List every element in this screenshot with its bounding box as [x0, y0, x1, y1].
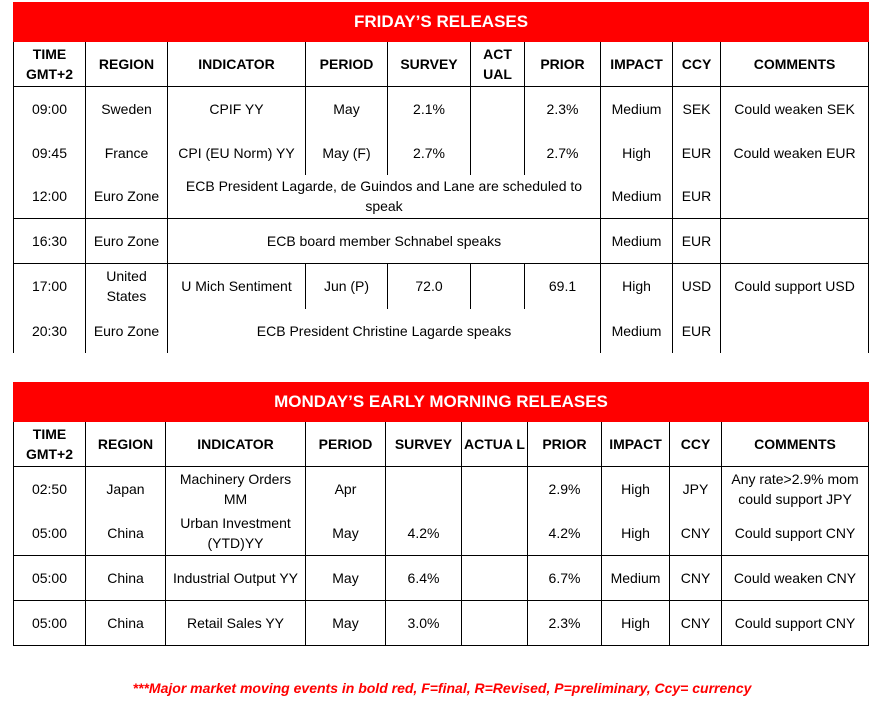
- cell-prior: 6.7%: [528, 556, 602, 601]
- cell-indicator: Urban Investment (YTD)YY: [166, 512, 306, 556]
- cell-time: 09:00: [14, 87, 86, 131]
- cell-indicator: ECB President Christine Lagarde speaks: [168, 309, 601, 353]
- col-actual: ACT UAL: [471, 42, 525, 87]
- cell-actual: [462, 556, 528, 601]
- cell-impact: Medium: [601, 309, 673, 353]
- cell-indicator: Industrial Output YY: [166, 556, 306, 601]
- cell-period: May (F): [306, 131, 388, 175]
- cell-region: China: [86, 556, 166, 601]
- cell-prior: 2.3%: [528, 601, 602, 646]
- cell-region: United States: [86, 264, 168, 309]
- cell-period: May: [306, 601, 386, 646]
- col-actual: ACTUA L: [462, 422, 528, 467]
- cell-ccy: CNY: [670, 512, 722, 556]
- col-region: REGION: [86, 42, 168, 87]
- cell-region: Euro Zone: [86, 219, 168, 264]
- fridays-releases-table: [13, 2, 869, 353]
- col-survey: SURVEY: [388, 42, 471, 87]
- cell-period: Apr: [306, 467, 386, 512]
- table-row: [14, 601, 869, 646]
- cell-prior: 69.1: [525, 264, 601, 309]
- cell-period: May: [306, 512, 386, 556]
- cell-time: 05:00: [14, 556, 86, 601]
- cell-prior: 2.9%: [528, 467, 602, 512]
- col-period: PERIOD: [306, 42, 388, 87]
- cell-actual: [462, 512, 528, 556]
- cell-comments: [721, 175, 869, 219]
- col-period: PERIOD: [306, 422, 386, 467]
- col-prior: PRIOR: [528, 422, 602, 467]
- cell-comments: Could weaken SEK: [721, 87, 869, 131]
- cell-comments: Could support CNY: [722, 512, 869, 556]
- col-time: TIME GMT+2: [14, 42, 86, 87]
- cell-indicator: ECB President Lagarde, de Guindos and Lane are scheduled to speak: [168, 175, 601, 219]
- cell-ccy: JPY: [670, 467, 722, 512]
- cell-survey: 4.2%: [386, 512, 462, 556]
- cell-time: 12:00: [14, 175, 86, 219]
- cell-actual: [471, 131, 525, 175]
- cell-region: France: [86, 131, 168, 175]
- table-row: [14, 264, 869, 309]
- cell-indicator: CPI (EU Norm) YY: [168, 131, 306, 175]
- cell-time: 09:45: [14, 131, 86, 175]
- cell-region: Euro Zone: [86, 175, 168, 219]
- cell-indicator: U Mich Sentiment: [168, 264, 306, 309]
- cell-ccy: EUR: [673, 131, 721, 175]
- cell-time: 02:50: [14, 467, 86, 512]
- cell-comments: Could weaken EUR: [721, 131, 869, 175]
- cell-impact: High: [602, 512, 670, 556]
- cell-prior: 2.3%: [525, 87, 601, 131]
- cell-time: 17:00: [14, 264, 86, 309]
- cell-survey: 3.0%: [386, 601, 462, 646]
- table-row: [14, 467, 869, 512]
- cell-impact: High: [601, 264, 673, 309]
- cell-impact: High: [602, 601, 670, 646]
- cell-survey: 2.1%: [388, 87, 471, 131]
- cell-impact: High: [601, 131, 673, 175]
- cell-region: China: [86, 601, 166, 646]
- cell-ccy: USD: [673, 264, 721, 309]
- cell-comments: [721, 309, 869, 353]
- cell-prior: 2.7%: [525, 131, 601, 175]
- mondays-releases-table: [13, 382, 869, 646]
- cell-ccy: EUR: [673, 219, 721, 264]
- cell-region: Japan: [86, 467, 166, 512]
- col-ccy: CCY: [670, 422, 722, 467]
- cell-region: Euro Zone: [86, 309, 168, 353]
- cell-actual: [471, 87, 525, 131]
- cell-ccy: SEK: [673, 87, 721, 131]
- table-row: [14, 219, 869, 264]
- mondays-releases-title: MONDAY’S EARLY MORNING RELEASES: [14, 383, 869, 422]
- cell-survey: 6.4%: [386, 556, 462, 601]
- cell-comments: Could support CNY: [722, 601, 869, 646]
- cell-period: Jun (P): [306, 264, 388, 309]
- table-row: [14, 175, 869, 219]
- cell-comments: Any rate>2.9% mom could support JPY: [722, 467, 869, 512]
- cell-time: 16:30: [14, 219, 86, 264]
- cell-ccy: CNY: [670, 601, 722, 646]
- table-row: [14, 556, 869, 601]
- cell-survey: [386, 467, 462, 512]
- col-comments: COMMENTS: [722, 422, 869, 467]
- cell-indicator: ECB board member Schnabel speaks: [168, 219, 601, 264]
- table-row: [14, 512, 869, 556]
- cell-region: China: [86, 512, 166, 556]
- cell-impact: Medium: [601, 219, 673, 264]
- col-indicator: INDICATOR: [166, 422, 306, 467]
- cell-comments: [721, 219, 869, 264]
- cell-period: May: [306, 556, 386, 601]
- col-impact: IMPACT: [602, 422, 670, 467]
- cell-period: May: [306, 87, 388, 131]
- cell-ccy: CNY: [670, 556, 722, 601]
- fridays-releases-title: FRIDAY’S RELEASES: [14, 3, 869, 42]
- cell-prior: 4.2%: [528, 512, 602, 556]
- cell-actual: [462, 467, 528, 512]
- cell-actual: [462, 601, 528, 646]
- cell-comments: Could support USD: [721, 264, 869, 309]
- cell-time: 05:00: [14, 512, 86, 556]
- col-region: REGION: [86, 422, 166, 467]
- cell-survey: 72.0: [388, 264, 471, 309]
- col-comments: COMMENTS: [721, 42, 869, 87]
- cell-impact: Medium: [602, 556, 670, 601]
- cell-actual: [471, 264, 525, 309]
- cell-impact: Medium: [601, 87, 673, 131]
- col-impact: IMPACT: [601, 42, 673, 87]
- col-indicator: INDICATOR: [168, 42, 306, 87]
- col-time: TIME GMT+2: [14, 422, 86, 467]
- cell-time: 20:30: [14, 309, 86, 353]
- cell-indicator: Retail Sales YY: [166, 601, 306, 646]
- col-ccy: CCY: [673, 42, 721, 87]
- cell-comments: Could weaken CNY: [722, 556, 869, 601]
- col-prior: PRIOR: [525, 42, 601, 87]
- col-survey: SURVEY: [386, 422, 462, 467]
- cell-ccy: EUR: [673, 175, 721, 219]
- table-row: [14, 131, 869, 175]
- table-row: [14, 87, 869, 131]
- cell-ccy: EUR: [673, 309, 721, 353]
- cell-survey: 2.7%: [388, 131, 471, 175]
- cell-indicator: Machinery Orders MM: [166, 467, 306, 512]
- cell-region: Sweden: [86, 87, 168, 131]
- footnote: ***Major market moving events in bold red, F=final, R=Revised, P=preliminary, Ccy= currency: [132, 680, 752, 696]
- cell-indicator: CPIF YY: [168, 87, 306, 131]
- cell-impact: Medium: [601, 175, 673, 219]
- cell-impact: High: [602, 467, 670, 512]
- cell-time: 05:00: [14, 601, 86, 646]
- table-row: [14, 309, 869, 353]
